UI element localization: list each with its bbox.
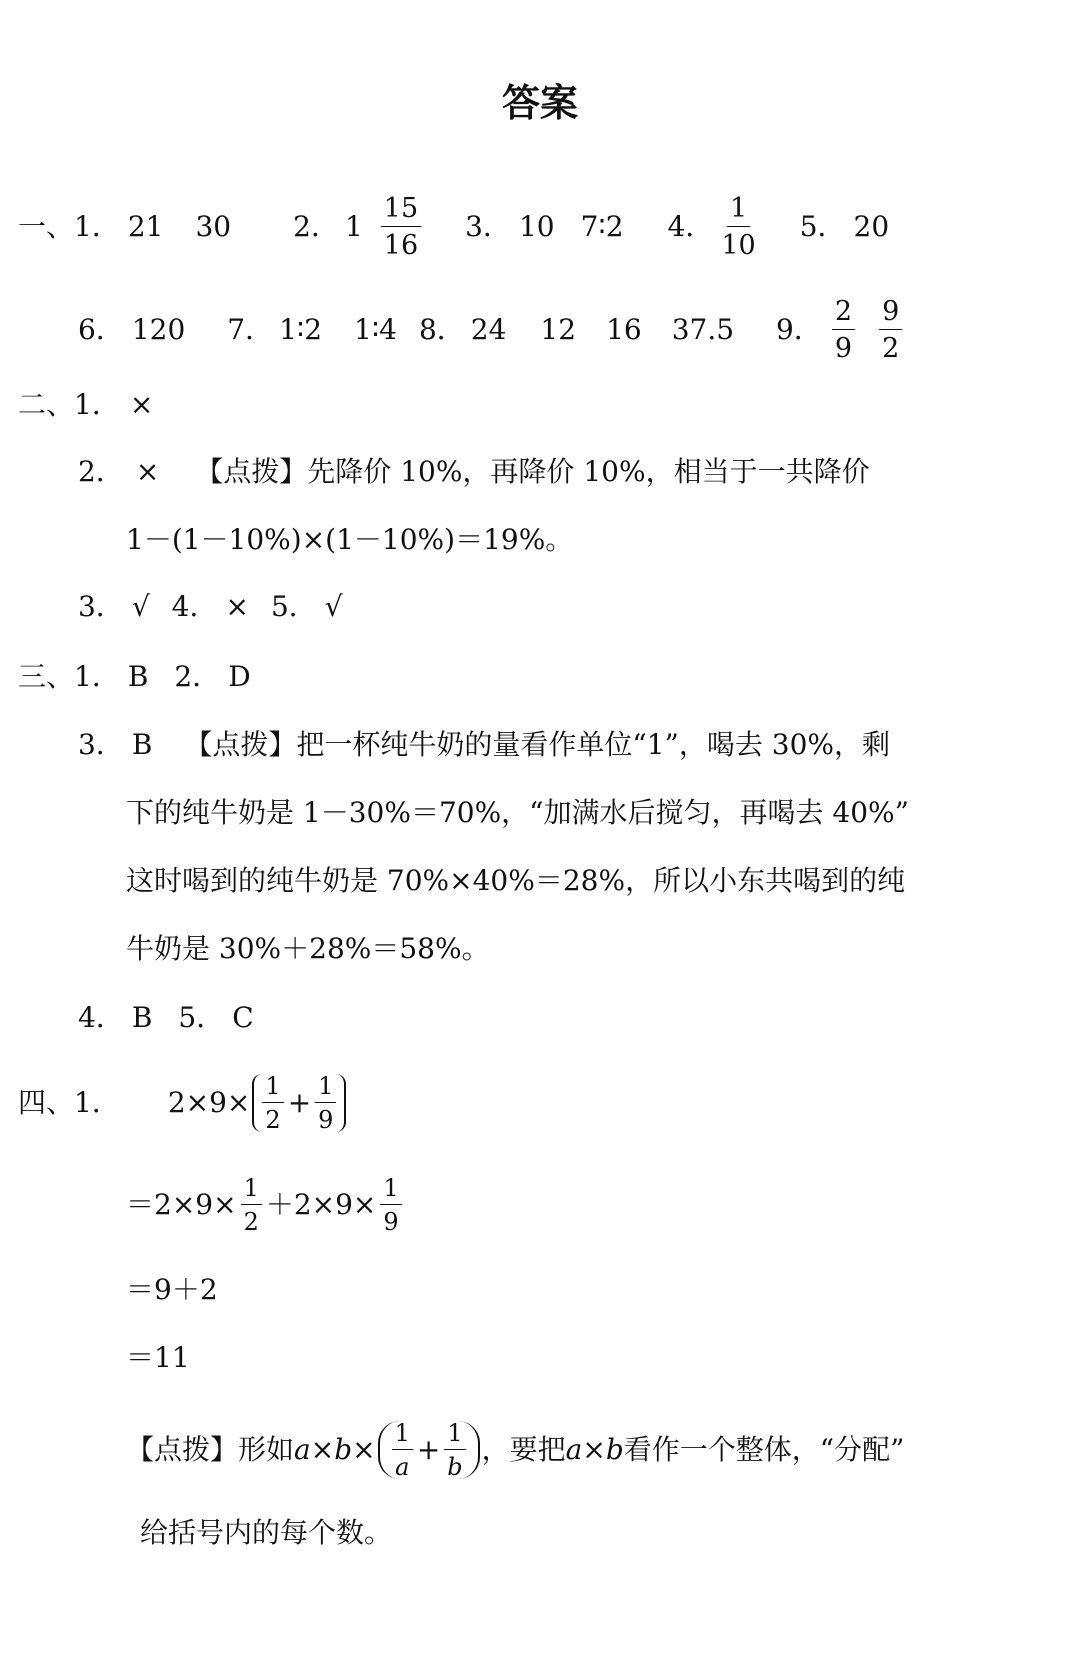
hint-text: 1－(1－10%)×(1－10%)＝19%。 bbox=[126, 523, 574, 556]
variable-b: b bbox=[334, 1433, 353, 1466]
fraction-denominator: 9 bbox=[383, 1208, 399, 1236]
section-3-q3-line-4 bbox=[126, 932, 490, 966]
hint-text: 下的纯牛奶是 1－30%＝70%，“加满水后搅匀，再喝去 40%” bbox=[126, 796, 909, 829]
hint-text: 看作一个整体，“分配” bbox=[623, 1433, 905, 1466]
q-number: 1． bbox=[74, 210, 120, 243]
section-3-line-1 bbox=[18, 660, 251, 694]
fraction bbox=[721, 195, 755, 259]
answer-value: 1 bbox=[344, 210, 363, 243]
section-4-step-2 bbox=[126, 1273, 218, 1307]
fraction-numerator: 1 bbox=[727, 195, 750, 227]
answer-value: 1∶2 bbox=[279, 313, 323, 346]
variable-a: a bbox=[294, 1433, 311, 1466]
fraction-denominator: b bbox=[447, 1453, 463, 1481]
fraction-numerator: 1 bbox=[315, 1074, 336, 1103]
q-number: 2． bbox=[293, 210, 339, 243]
section-3-q3 bbox=[78, 728, 890, 762]
section-3-q3-line-3 bbox=[126, 864, 905, 898]
answer-value: B bbox=[131, 1001, 153, 1034]
q-number: 9． bbox=[776, 313, 822, 346]
section-2-line-1 bbox=[18, 388, 153, 422]
hint-text: 这时喝到的纯牛奶是 70%×40%＝28%，所以小东共喝到的纯 bbox=[126, 864, 906, 897]
answer-value: 120 bbox=[131, 313, 186, 346]
fraction-numerator: 1 bbox=[392, 1421, 413, 1450]
q-number: 3． bbox=[465, 210, 511, 243]
answer-value: × bbox=[225, 590, 249, 623]
hint-text: 【点拨】形如 bbox=[126, 1433, 295, 1466]
times-sign: × bbox=[310, 1433, 335, 1466]
section-4-step-1 bbox=[126, 1170, 406, 1240]
fraction-numerator: 2 bbox=[832, 298, 855, 330]
answer-value: 7∶2 bbox=[580, 210, 624, 243]
section-3-q3-line-2 bbox=[126, 796, 909, 830]
q-number: 3． bbox=[78, 728, 124, 761]
fraction bbox=[832, 298, 855, 362]
answer-value: 21 bbox=[127, 210, 164, 243]
parenthesis-group bbox=[378, 1421, 480, 1479]
answer-value: B bbox=[131, 728, 153, 761]
section-3-q4-5 bbox=[78, 1001, 254, 1035]
fraction-denominator: a bbox=[395, 1453, 410, 1481]
section-2-q2 bbox=[78, 455, 870, 489]
times-sign: × bbox=[582, 1433, 606, 1466]
answer-value: √ bbox=[324, 590, 343, 623]
q-number: 1． bbox=[74, 388, 120, 421]
section-2-q2-cont bbox=[126, 523, 573, 557]
answer-value: 20 bbox=[853, 210, 890, 243]
variable-b: b bbox=[605, 1433, 624, 1466]
fraction bbox=[262, 1074, 283, 1132]
parenthesis-group bbox=[252, 1074, 346, 1132]
section-1-line-2 bbox=[78, 298, 906, 362]
fraction bbox=[315, 1074, 336, 1132]
section-4-hint-line-2 bbox=[140, 1516, 392, 1550]
section-3-label: 三、 bbox=[18, 660, 75, 693]
fraction-denominator: 10 bbox=[721, 230, 756, 261]
math-text: ＋2×9× bbox=[265, 1188, 377, 1221]
fraction bbox=[444, 1421, 465, 1479]
fraction-numerator: 9 bbox=[879, 298, 902, 330]
section-2-q3-5 bbox=[78, 590, 343, 624]
q-number: 2． bbox=[174, 660, 221, 693]
answer-value: 16 bbox=[606, 313, 642, 346]
q-number: 4． bbox=[171, 590, 218, 623]
math-text: ＝11 bbox=[126, 1341, 190, 1374]
q-number: 5． bbox=[270, 590, 317, 623]
q-number: 4． bbox=[78, 1001, 124, 1034]
section-4-label: 四、 bbox=[18, 1086, 75, 1119]
section-1-label: 一、 bbox=[18, 210, 75, 243]
math-text: ＝2×9× bbox=[126, 1188, 237, 1221]
fraction bbox=[380, 1176, 401, 1234]
q-number: 3． bbox=[78, 590, 124, 623]
hint-text: 【点拨】把一杯纯牛奶的量看作单位“1”，喝去 30%，剩 bbox=[184, 728, 890, 761]
fraction-denominator: 9 bbox=[834, 333, 853, 364]
answer-value: 1∶4 bbox=[354, 313, 397, 346]
fraction bbox=[241, 1176, 262, 1234]
q-number: 4． bbox=[667, 210, 714, 243]
fraction-denominator: 2 bbox=[265, 1106, 281, 1134]
fraction-numerator: 15 bbox=[381, 195, 421, 227]
fraction-denominator: 2 bbox=[882, 333, 900, 364]
section-4-step-3 bbox=[126, 1341, 190, 1375]
math-text: 2×9× bbox=[167, 1086, 251, 1119]
fraction bbox=[392, 1421, 413, 1479]
q-number: 2． bbox=[78, 455, 124, 488]
fraction-numerator: 1 bbox=[380, 1176, 401, 1205]
answer-value: 12 bbox=[540, 313, 577, 346]
variable-a: a bbox=[565, 1433, 583, 1466]
q-number: 7． bbox=[227, 313, 274, 346]
hint-text: ，要把 bbox=[481, 1433, 566, 1466]
fraction-numerator: 1 bbox=[241, 1176, 262, 1205]
answer-value: 30 bbox=[195, 210, 232, 243]
times-sign: × bbox=[352, 1433, 376, 1466]
plus-sign: + bbox=[416, 1433, 441, 1466]
section-2-label: 二、 bbox=[18, 388, 75, 421]
answer-value: × bbox=[135, 455, 160, 488]
fraction bbox=[381, 195, 421, 259]
fraction-numerator: 1 bbox=[262, 1074, 283, 1103]
q-number: 5． bbox=[178, 1001, 225, 1034]
section-4-hint bbox=[126, 1410, 904, 1490]
answer-value: √ bbox=[131, 590, 150, 623]
section-4-line-1 bbox=[18, 1068, 348, 1138]
answer-value: B bbox=[127, 660, 149, 693]
hint-text: 【点拨】先降价 10%，再降价 10%，相当于一共降价 bbox=[195, 455, 870, 488]
plus-sign: + bbox=[287, 1086, 312, 1119]
page-title: 答案 bbox=[501, 81, 578, 125]
answer-value: × bbox=[129, 388, 154, 421]
answer-value: C bbox=[232, 1001, 254, 1034]
q-number: 5． bbox=[799, 210, 846, 243]
fraction-denominator: 16 bbox=[383, 230, 419, 261]
answer-value: D bbox=[228, 660, 251, 693]
section-1-line-1 bbox=[18, 195, 889, 259]
q-number: 6． bbox=[78, 313, 124, 346]
q-number: 8． bbox=[418, 313, 465, 346]
answer-value: 37.5 bbox=[671, 313, 735, 346]
q-number: 1． bbox=[74, 1086, 120, 1119]
fraction-denominator: 9 bbox=[318, 1106, 334, 1134]
math-text: ＝9＋2 bbox=[126, 1273, 218, 1306]
answer-value: 10 bbox=[518, 210, 555, 243]
fraction bbox=[879, 298, 902, 362]
hint-text: 牛奶是 30%＋28%＝58%。 bbox=[126, 932, 490, 965]
hint-text: 给括号内的每个数。 bbox=[140, 1516, 393, 1549]
answer-value: 24 bbox=[470, 313, 507, 346]
fraction-numerator: 1 bbox=[444, 1421, 465, 1450]
fraction-denominator: 2 bbox=[243, 1208, 259, 1236]
q-number: 1． bbox=[74, 660, 120, 693]
